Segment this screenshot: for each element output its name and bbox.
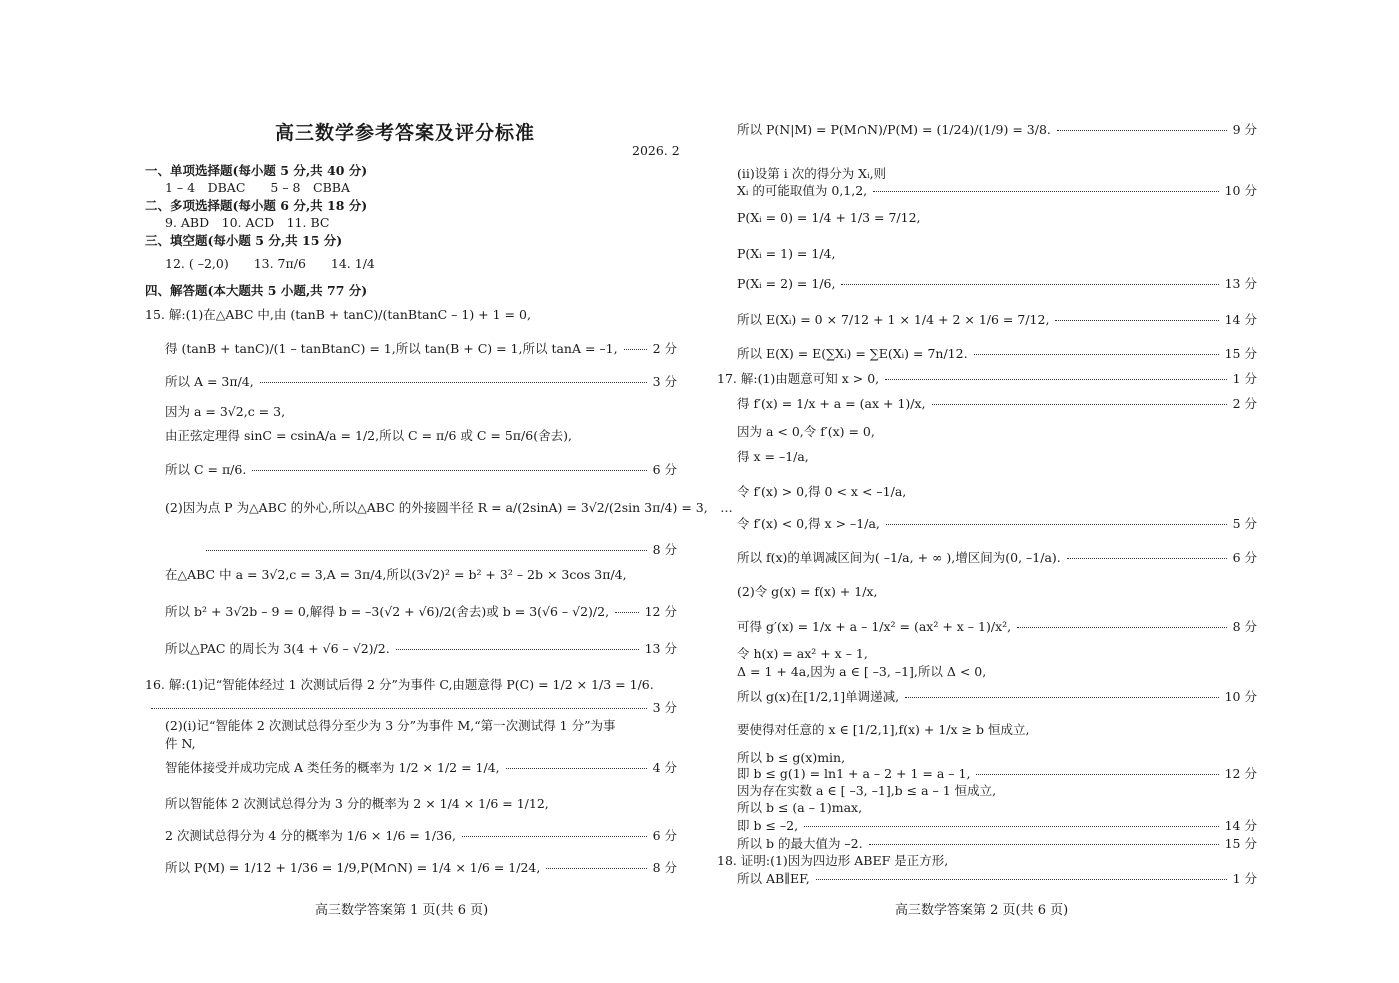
left-line: 二、多项选择题(每小题 6 分,共 18 分) [145,198,368,213]
left-line: (2)因为点 P 为△ABC 的外心,所以△ABC 的外接圆半径 R = a/(2sinA) = 3√2/(2sin 3π/4) = 3, … [165,500,733,515]
exam-date: 2026. 2 [632,143,680,158]
score-mark: 2 分 [652,341,677,356]
dot-leader [869,844,1219,845]
left-line [165,462,677,478]
left-line [165,604,677,620]
right-line [737,396,1257,412]
dot-leader [615,612,639,613]
right-line: P(Xᵢ = 0) = 1/4 + 1/3 = 7/12, [737,210,921,225]
score-mark: 14 分 [1224,818,1257,833]
dot-leader [206,550,647,551]
right-line [737,276,1257,292]
left-line [145,700,677,716]
dot-leader [886,524,1227,525]
line-text: 即 b ≤ –2, [737,818,799,833]
dot-leader [932,404,1227,405]
line-text: 所以 C = π/6. [165,462,247,477]
dot-leader [252,470,646,471]
left-line: 所以智能体 2 次测试总得分为 3 分的概率为 2 × 1/4 × 1/6 = 1/12, [165,796,549,811]
left-line: 9. ABD 10. ACD 11. BC [165,215,330,230]
dot-leader [841,284,1218,285]
line-text: Xᵢ 的可能取值为 0,1,2, [737,183,868,198]
right-line [737,836,1257,852]
line-text: 所以 g(x)在[1/2,1]单调递减, [737,689,900,704]
left-line: 1 – 4 DBAC 5 – 8 CBBA [165,180,350,195]
footer-right: 高三数学答案第 2 页(共 6 页) [895,903,1069,918]
score-mark: 6 分 [652,828,677,843]
right-line [737,766,1257,782]
dot-leader [974,354,1219,355]
line-text: 即 b ≤ g(1) = ln1 + a – 2 + 1 = a – 1, [737,766,971,781]
line-text: 令 f′(x) < 0,得 x > –1/a, [737,516,880,531]
page-title: 高三数学参考答案及评分标准 [275,122,536,144]
score-mark: 8 分 [1232,619,1257,634]
footer-left: 高三数学答案第 1 页(共 6 页) [315,903,489,918]
score-mark: 4 分 [652,760,677,775]
dot-leader [885,379,1226,380]
line-text: P(Xᵢ = 2) = 1/6, [737,276,836,291]
dot-leader [873,191,1218,192]
line-text: 所以 b 的最大值为 –2. [737,836,863,851]
right-line [737,550,1257,566]
line-text: 所以 AB∥EF, [737,871,810,886]
dot-leader [151,708,647,709]
dot-leader [546,868,646,869]
left-line: 在△ABC 中 a = 3√2,c = 3,A = 3π/4,所以(3√2)² = b² + 3² – 2b × 3cos 3π/4, [165,567,627,582]
score-mark: 6 分 [652,462,677,477]
right-line: 18. 证明:(1)因为四边形 ABEF 是正方形, [717,853,949,868]
dot-leader [976,774,1218,775]
right-line [737,183,1257,199]
score-mark: 10 分 [1224,689,1257,704]
left-line: 因为 a = 3√2,c = 3, [165,404,286,419]
score-mark: 10 分 [1224,183,1257,198]
right-line: Δ = 1 + 4a,因为 a ∈ [ –3, –1],所以 Δ < 0, [737,664,987,679]
score-mark: 3 分 [652,700,677,715]
right-line: 令 f′(x) > 0,得 0 < x < –1/a, [737,484,907,499]
dot-leader [506,768,647,769]
left-line: 12. ( –2,0) 13. 7π/6 14. 1/4 [165,256,375,271]
line-text: 得 f′(x) = 1/x + a = (ax + 1)/x, [737,396,926,411]
right-line [737,516,1257,532]
left-line [165,341,677,357]
score-mark: 15 分 [1224,836,1257,851]
score-mark: 15 分 [1224,346,1257,361]
score-mark: 8 分 [652,860,677,875]
left-line [165,828,677,844]
score-mark: 1 分 [1232,871,1257,886]
dot-leader [1055,320,1218,321]
dot-leader [462,836,647,837]
right-line: (ⅱ)设第 i 次的得分为 Xᵢ,则 [737,166,887,181]
right-line [737,619,1257,635]
line-text: 所以 f(x)的单调减区间为( –1/a, + ∞ ),增区间为(0, –1/a). [737,550,1061,565]
left-line: 一、单项选择题(每小题 5 分,共 40 分) [145,163,368,178]
right-line [737,818,1257,834]
score-mark: 13 分 [644,641,677,656]
right-line [737,346,1257,362]
right-line: P(Xᵢ = 1) = 1/4, [737,246,836,261]
dot-leader [816,879,1227,880]
left-line: 四、解答题(本大题共 5 小题,共 77 分) [145,283,368,298]
dot-leader [1017,627,1226,628]
line-text: 2 次测试总得分为 4 分的概率为 1/6 × 1/6 = 1/36, [165,828,456,843]
line-text: 所以 P(N|M) = P(M∩N)/P(M) = (1/24)/(1/9) = 3/8. [737,122,1051,137]
line-text: 智能体接受并成功完成 A 类任务的概率为 1/2 × 1/2 = 1/4, [165,760,500,775]
right-line: 所以 b ≤ (a – 1)max, [737,800,863,815]
score-mark: 9 分 [1232,122,1257,137]
line-text: 所以 b² + 3√2b – 9 = 0,解得 b = –3(√2 + √6)/2(舍去)或 b = 3(√6 – √2)/2, [165,604,610,619]
dot-leader [396,649,639,650]
right-line [737,122,1257,138]
right-line: (2)令 g(x) = f(x) + 1/x, [737,584,878,599]
left-line: 三、填空题(每小题 5 分,共 15 分) [145,233,343,248]
left-line: (2)(ⅰ)记“智能体 2 次测试总得分至少为 3 分”为事件 M,“第一次测试得 1 分”为事 [165,718,616,733]
left-line [165,374,677,390]
dot-leader [1057,130,1227,131]
left-line [165,860,677,876]
left-line: 件 N, [165,736,196,751]
right-line: 因为存在实数 a ∈ [ –3, –1],b ≤ a – 1 恒成立, [737,783,997,798]
right-line [737,689,1257,705]
line-text: 所以 A = 3π/4, [165,374,254,389]
score-mark: 1 分 [1232,371,1257,386]
right-line: 因为 a < 0,令 f′(x) = 0, [737,424,875,439]
line-text: 所以 E(X) = E(∑Xᵢ) = ∑E(Xᵢ) = 7n/12. [737,346,968,361]
right-line [737,871,1257,887]
right-line: 令 h(x) = ax² + x – 1, [737,646,868,661]
score-mark: 12 分 [644,604,677,619]
left-line: 16. 解:(1)记“智能体经过 1 次测试后得 2 分”为事件 C,由题意得 P(C) = 1/2 × 1/3 = 1/6. [145,677,654,692]
right-line: 要使得对任意的 x ∈ [1/2,1],f(x) + 1/x ≥ b 恒成立, [737,722,1030,737]
line-text: 17. 解:(1)由题意可知 x > 0, [717,371,880,386]
dot-leader [905,697,1219,698]
line-text: 得 (tanB + tanC)/(1 – tanBtanC) = 1,所以 tan(B + C) = 1,所以 tanA = –1, [165,341,618,356]
right-line [717,371,1257,387]
score-mark: 12 分 [1224,766,1257,781]
left-line: 由正弦定理得 sinC = csinA/a = 1/2,所以 C = π/6 或 C = 5π/6(舍去), [165,428,572,443]
score-mark: 14 分 [1224,312,1257,327]
line-text: 可得 g′(x) = 1/x + a – 1/x² = (ax² + x – 1)/x², [737,619,1012,634]
score-mark: 3 分 [652,374,677,389]
line-text: 所以△PAC 的周长为 3(4 + √6 – √2)/2. [165,641,390,656]
dot-leader [260,382,647,383]
dot-leader [624,349,647,350]
score-mark: 8 分 [652,542,677,557]
right-line: 得 x = –1/a, [737,449,809,464]
line-text: 所以 E(Xᵢ) = 0 × 7/12 + 1 × 1/4 + 2 × 1/6 = 7/12, [737,312,1050,327]
left-line [165,641,677,657]
score-mark: 5 分 [1232,516,1257,531]
score-mark: 13 分 [1224,276,1257,291]
right-line [737,312,1257,328]
left-line [200,542,677,558]
left-line: 15. 解:(1)在△ABC 中,由 (tanB + tanC)/(tanBtanC – 1) + 1 = 0, [145,307,531,322]
dot-leader [804,826,1219,827]
left-line [165,760,677,776]
right-line: 所以 b ≤ g(x)min, [737,750,846,765]
score-mark: 6 分 [1232,550,1257,565]
line-text: 所以 P(M) = 1/12 + 1/36 = 1/9,P(M∩N) = 1/4 × 1/6 = 1/24, [165,860,541,875]
dot-leader [1067,558,1227,559]
score-mark: 2 分 [1232,396,1257,411]
